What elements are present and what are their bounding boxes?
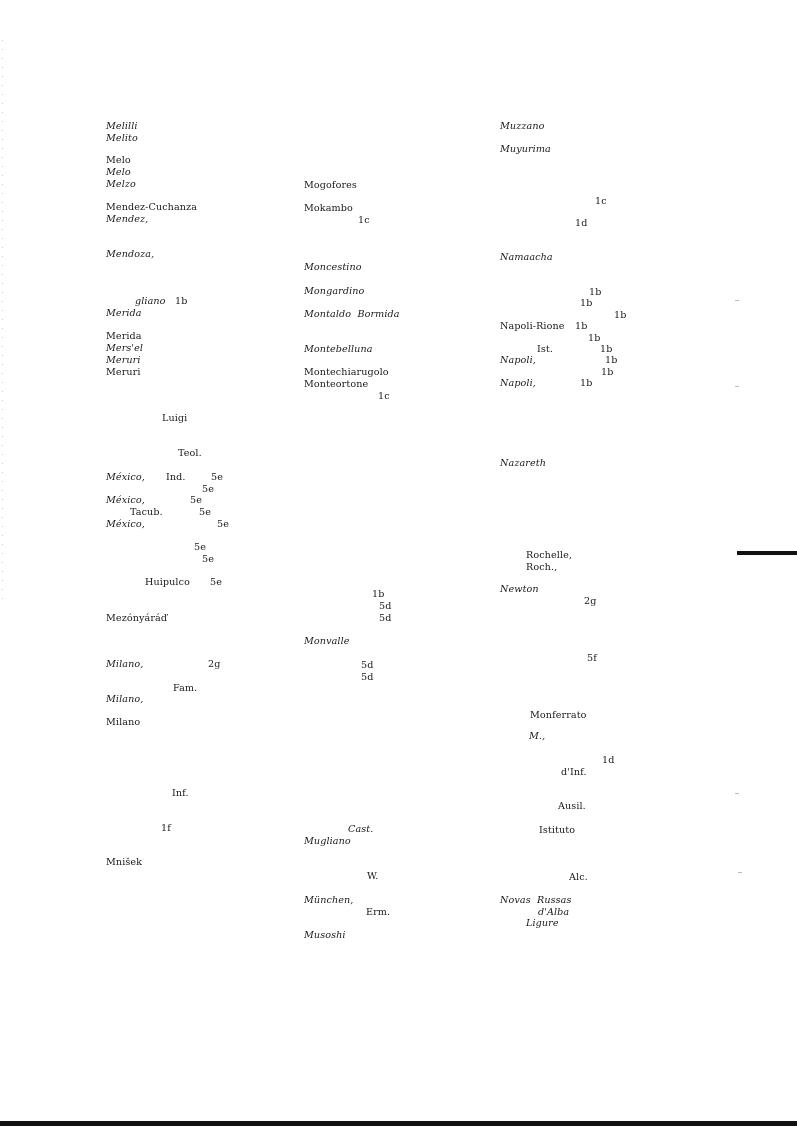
index-entry: Mogofores	[304, 180, 357, 191]
index-entry: Erm.	[366, 907, 391, 918]
index-entry: Istituto	[539, 825, 576, 836]
index-entry: Mokambo	[304, 203, 353, 214]
index-entry: Cast.	[348, 824, 374, 835]
index-entry: Milano,	[106, 694, 144, 705]
index-entry: Ist.	[537, 344, 554, 355]
right-edge-rule	[737, 551, 797, 555]
index-entry: 1d	[602, 755, 615, 766]
index-entry: Montechiarugolo	[304, 367, 389, 378]
index-entry: 5d	[361, 672, 374, 683]
index-entry: Mendoza,	[106, 249, 155, 260]
index-entry: 5e	[210, 577, 222, 588]
index-entry: Musoshi	[304, 930, 346, 941]
index-entry: 5e	[202, 484, 214, 495]
index-entry: Napoli-Rione	[500, 321, 565, 332]
index-entry: Muzzano	[500, 121, 545, 132]
index-entry: Muyurima	[500, 144, 551, 155]
index-entry: 1b	[600, 344, 613, 355]
index-entry: Teol.	[178, 448, 202, 459]
index-entry: Milano,	[106, 659, 144, 670]
index-entry: 1b	[372, 589, 385, 600]
index-entry: Rochelle,	[526, 550, 572, 561]
index-entry: München,	[304, 895, 354, 906]
index-entry: Melilli	[106, 121, 138, 132]
index-entry: 1b	[614, 310, 627, 321]
index-entry: 5d	[379, 601, 392, 612]
index-entry: Merida	[106, 331, 142, 342]
index-entry: Melo	[106, 167, 131, 178]
index-entry: 1b	[601, 367, 614, 378]
index-entry: Mendez,	[106, 214, 149, 225]
index-entry: Mendez-Cuchanza	[106, 202, 198, 213]
index-entry: México,	[106, 519, 145, 530]
index-entry: d'Inf.	[561, 767, 587, 778]
index-entry: Montaldo Bormida	[304, 309, 400, 320]
index-entry: Namaacha	[500, 252, 553, 263]
index-entry: 1b	[588, 333, 601, 344]
index-entry: Mugliano	[304, 836, 351, 847]
index-entry: 1d	[575, 218, 588, 229]
right-margin-tick	[735, 300, 739, 301]
index-entry: 5e	[190, 495, 202, 506]
index-entry: 5e	[194, 542, 206, 553]
index-entry: 5d	[361, 660, 374, 671]
index-entry: 5e	[202, 554, 214, 565]
index-entry: Napoli,	[500, 378, 536, 389]
index-entry: 1b	[605, 355, 618, 366]
index-entry: Ligure	[526, 918, 559, 929]
index-entry: Mongardino	[304, 286, 365, 297]
index-entry: Ausil.	[558, 801, 586, 812]
index-entry: Melo	[106, 155, 131, 166]
index-entry: 1b	[580, 298, 593, 309]
index-entry: Meruri	[106, 355, 141, 366]
index-entry: 2g	[208, 659, 221, 670]
index-entry: 1b	[580, 378, 593, 389]
index-entry: Fam.	[173, 683, 198, 694]
left-margin-dots	[2, 40, 3, 600]
index-entry: Meruri	[106, 367, 141, 378]
index-entry: 5f	[587, 653, 597, 664]
right-margin-tick	[735, 793, 739, 794]
index-entry: Melito	[106, 133, 138, 144]
index-entry: Merida	[106, 308, 142, 319]
index-entry: 1c	[358, 215, 370, 226]
index-entry: 1c	[378, 391, 390, 402]
index-entry: Nazareth	[500, 458, 546, 469]
index-entry: 5e	[199, 507, 211, 518]
index-entry: Mezónyáráď	[106, 613, 168, 624]
index-entry: Napoli,	[500, 355, 536, 366]
index-entry: Novas Russas	[500, 895, 572, 906]
index-entry: 1b	[175, 296, 188, 307]
index-entry: 1c	[595, 196, 607, 207]
index-entry: Milano	[106, 717, 141, 728]
index-entry: Alc.	[569, 872, 588, 883]
index-entry: Mers'el	[106, 343, 144, 354]
index-entry: Monferrato	[530, 710, 587, 721]
index-entry: Moncestino	[304, 262, 362, 273]
right-margin-tick	[738, 872, 742, 873]
index-entry: M.,	[529, 731, 546, 742]
index-entry: México,	[106, 472, 145, 483]
index-entry: Mnišek	[106, 857, 143, 868]
index-entry: 5e	[211, 472, 223, 483]
index-entry: Monteortone	[304, 379, 369, 390]
index-entry: d'Alba	[538, 907, 570, 918]
index-entry: 1f	[161, 823, 171, 834]
index-entry: 1b	[575, 321, 588, 332]
bottom-rule	[0, 1121, 797, 1126]
index-entry: Newton	[500, 584, 539, 595]
index-entry: gliano	[135, 296, 166, 307]
index-entry: 2g	[584, 596, 597, 607]
index-entry: México,	[106, 495, 145, 506]
index-entry: 1b	[589, 287, 602, 298]
index-entry: 5e	[217, 519, 229, 530]
index-entry: Monvalle	[304, 636, 350, 647]
index-column-right	[500, 0, 730, 1128]
index-entry: Tacub.	[130, 507, 163, 518]
index-entry: Ind.	[166, 472, 186, 483]
index-entry: W.	[367, 871, 379, 882]
index-entry: 5d	[379, 613, 392, 624]
index-entry: Montebelluna	[304, 344, 373, 355]
index-entry: Huipulco	[145, 577, 190, 588]
index-entry: Roch.,	[526, 562, 558, 573]
right-margin-tick	[735, 386, 739, 387]
index-column-left	[106, 0, 336, 1128]
index-entry: Inf.	[172, 788, 189, 799]
index-entry: Luigi	[162, 413, 188, 424]
index-entry: Melzo	[106, 179, 136, 190]
